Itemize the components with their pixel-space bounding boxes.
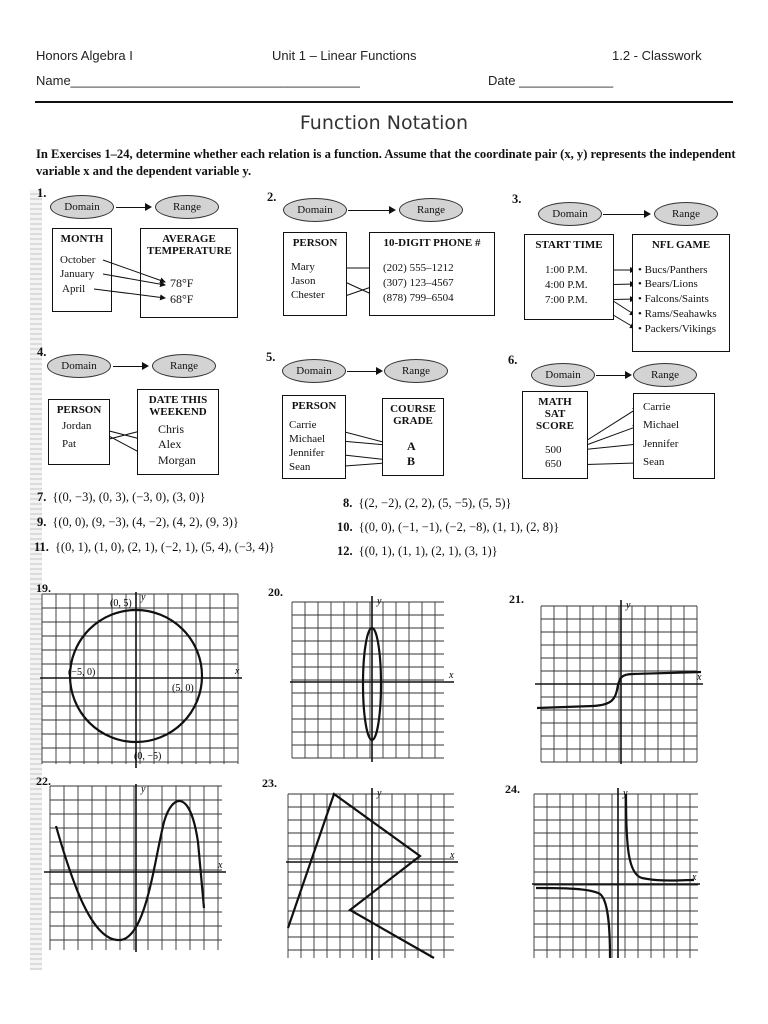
domain-item: Jennifer bbox=[289, 447, 325, 459]
x-axis-label: x bbox=[235, 666, 240, 677]
y-axis-label: y bbox=[141, 784, 146, 795]
exercise-number: 7. bbox=[37, 490, 47, 504]
domain-item: 650 bbox=[545, 458, 562, 470]
range-oval: Range bbox=[654, 202, 718, 226]
range-oval: Range bbox=[152, 354, 216, 378]
graph-ellipse bbox=[288, 594, 458, 764]
y-axis-label: y bbox=[377, 788, 382, 799]
range-item: Sean bbox=[643, 456, 665, 468]
x-axis-label: x bbox=[692, 872, 697, 883]
exercise-number: 9. bbox=[37, 515, 47, 529]
exercise-number: 19. bbox=[36, 581, 51, 595]
range-oval: Range bbox=[399, 198, 463, 222]
range-item: Alex bbox=[158, 437, 182, 451]
range-oval: Range bbox=[384, 359, 448, 383]
range-item: • Falcons/Saints bbox=[638, 293, 709, 305]
range-item: B bbox=[407, 454, 416, 468]
domain-item: Jason bbox=[291, 275, 316, 287]
domain-range-arrow bbox=[347, 371, 381, 372]
domain-box bbox=[48, 399, 110, 465]
domain-item: Jordan bbox=[62, 420, 92, 432]
range-item: Michael bbox=[643, 419, 680, 431]
graph-wave bbox=[42, 782, 228, 954]
y-axis-label: y bbox=[626, 600, 631, 611]
name-field: Name________________________________________ bbox=[36, 73, 360, 88]
domain-item: October bbox=[60, 254, 96, 266]
range-item: • Bears/Lions bbox=[638, 278, 698, 290]
y-axis-label: y bbox=[623, 788, 628, 799]
range-item: (878) 799–6504 bbox=[383, 292, 454, 304]
range-item: (307) 123–4567 bbox=[383, 277, 454, 289]
set-text: {(2, −2), (2, 2), (5, −5), (5, 5)} bbox=[358, 496, 512, 510]
domain-oval: Domain bbox=[283, 198, 347, 222]
set-exercise bbox=[337, 520, 559, 535]
range-oval: Range bbox=[155, 195, 219, 219]
domain-item: January bbox=[60, 268, 95, 280]
range-heading: AVERAGE TEMPERATURE bbox=[147, 233, 232, 257]
domain-item: Chester bbox=[291, 289, 325, 301]
graph-curve bbox=[288, 794, 434, 958]
x-axis-label: x bbox=[449, 670, 454, 681]
domain-heading: PERSON bbox=[291, 400, 337, 412]
range-item: • Rams/Seahawks bbox=[638, 308, 717, 320]
section-label: 1.2 - Classwork bbox=[612, 48, 702, 63]
domain-range-arrow bbox=[113, 366, 147, 367]
set-exercise bbox=[343, 496, 512, 511]
set-text: {(0, 1), (1, 1), (2, 1), (3, 1)} bbox=[358, 544, 498, 558]
domain-item: 500 bbox=[545, 444, 562, 456]
domain-range-arrow bbox=[348, 210, 394, 211]
exercise-number: 3. bbox=[512, 192, 522, 206]
set-exercise bbox=[337, 544, 498, 559]
domain-item: 7:00 P.M. bbox=[545, 294, 588, 306]
instructions: In Exercises 1–24, determine whether each relation is a function. Assume that the coordinate pair (x, y) represents the independent variable x and the dependent variable y. bbox=[36, 147, 736, 178]
domain-heading: PERSON bbox=[292, 237, 338, 249]
y-axis-label: y bbox=[141, 592, 146, 603]
range-item: • Packers/Vikings bbox=[638, 323, 717, 335]
graph-hyperbola bbox=[530, 786, 702, 960]
range-item: Jennifer bbox=[643, 438, 679, 450]
unit-title: Unit 1 – Linear Functions bbox=[272, 48, 417, 63]
range-heading: DATE THIS WEEKEND bbox=[148, 394, 208, 418]
range-heading: COURSE GRADE bbox=[390, 403, 436, 427]
domain-box bbox=[283, 232, 347, 316]
domain-item: Michael bbox=[289, 433, 326, 445]
graph-point-label: (5, 0) bbox=[172, 683, 194, 694]
domain-heading: START TIME bbox=[535, 239, 603, 251]
exercise-number: 6. bbox=[508, 353, 518, 367]
domain-item: April bbox=[62, 283, 86, 295]
range-item: Carrie bbox=[643, 401, 671, 413]
range-item: Chris bbox=[158, 422, 185, 436]
exercise-number: 12. bbox=[337, 544, 353, 558]
domain-heading: PERSON bbox=[56, 404, 102, 416]
range-item: A bbox=[407, 439, 416, 453]
domain-heading: MATH SAT SCORE bbox=[536, 396, 574, 432]
range-heading: 10-DIGIT PHONE # bbox=[383, 237, 481, 249]
course-name: Honors Algebra I bbox=[36, 48, 133, 63]
exercise-number: 2. bbox=[267, 190, 277, 204]
set-text: {(0, 0), (−1, −1), (−2, −8), (1, 1), (2, 8)} bbox=[358, 520, 560, 534]
exercise-number: 4. bbox=[37, 345, 47, 359]
exercise-number: 1. bbox=[37, 186, 47, 200]
x-axis-label: x bbox=[218, 860, 223, 871]
graph-point-label: (−5, 0) bbox=[68, 667, 96, 678]
set-text: {(0, −3), (0, 3), (−3, 0), (3, 0)} bbox=[52, 490, 206, 504]
set-exercise bbox=[34, 540, 275, 555]
range-item: 68°F bbox=[170, 292, 194, 306]
domain-oval: Domain bbox=[47, 354, 111, 378]
domain-oval: Domain bbox=[538, 202, 602, 226]
exercise-number: 24. bbox=[505, 782, 520, 796]
exercise-number: 8. bbox=[343, 496, 353, 510]
set-text: {(0, 0), (9, −3), (4, −2), (4, 2), (9, 3)} bbox=[52, 515, 239, 529]
exercise-number: 21. bbox=[509, 592, 524, 606]
exercise-number: 10. bbox=[337, 520, 353, 534]
exercise-number: 23. bbox=[262, 776, 277, 790]
page-title: Function Notation bbox=[299, 112, 469, 134]
domain-oval: Domain bbox=[50, 195, 114, 219]
domain-item: Pat bbox=[62, 438, 77, 450]
exercise-number: 20. bbox=[268, 585, 283, 599]
range-item: (202) 555–1212 bbox=[383, 262, 454, 274]
grid bbox=[534, 794, 698, 958]
grid bbox=[42, 594, 238, 764]
graph-point-label: (0, −5) bbox=[134, 751, 162, 762]
domain-item: 4:00 P.M. bbox=[545, 279, 588, 291]
exercise-number: 22. bbox=[36, 774, 51, 788]
graph-circle bbox=[38, 590, 244, 770]
x-axis-label: x bbox=[697, 672, 702, 683]
y-axis-label: y bbox=[377, 596, 382, 607]
exercise-number: 5. bbox=[266, 350, 276, 364]
domain-heading: MONTH bbox=[60, 233, 104, 245]
domain-range-arrow bbox=[596, 375, 630, 376]
domain-item: Mary bbox=[291, 261, 315, 273]
range-item: • Bucs/Panthers bbox=[638, 264, 708, 276]
range-oval: Range bbox=[633, 363, 697, 387]
range-item: 78°F bbox=[170, 276, 194, 290]
grid bbox=[288, 794, 454, 958]
set-exercise bbox=[37, 490, 206, 505]
domain-item: Carrie bbox=[289, 419, 317, 431]
range-heading: NFL GAME bbox=[651, 239, 711, 251]
domain-item: 1:00 P.M. bbox=[545, 264, 588, 276]
set-exercise bbox=[37, 515, 239, 530]
graph-s-curve bbox=[533, 598, 705, 766]
x-axis-label: x bbox=[450, 850, 455, 861]
domain-box bbox=[524, 234, 614, 320]
domain-item: Sean bbox=[289, 461, 311, 473]
set-text: {(0, 1), (1, 0), (2, 1), (−2, 1), (5, 4), (−3, 4)} bbox=[54, 540, 275, 554]
graph-point-label: (0, 5) bbox=[110, 598, 132, 609]
graph-zigzag bbox=[284, 786, 460, 962]
domain-oval: Domain bbox=[282, 359, 346, 383]
exercise-number: 11. bbox=[34, 540, 49, 554]
domain-oval: Domain bbox=[531, 363, 595, 387]
date-field: Date _____________ bbox=[488, 73, 614, 88]
domain-range-arrow bbox=[603, 214, 649, 215]
range-item: Morgan bbox=[158, 453, 196, 467]
